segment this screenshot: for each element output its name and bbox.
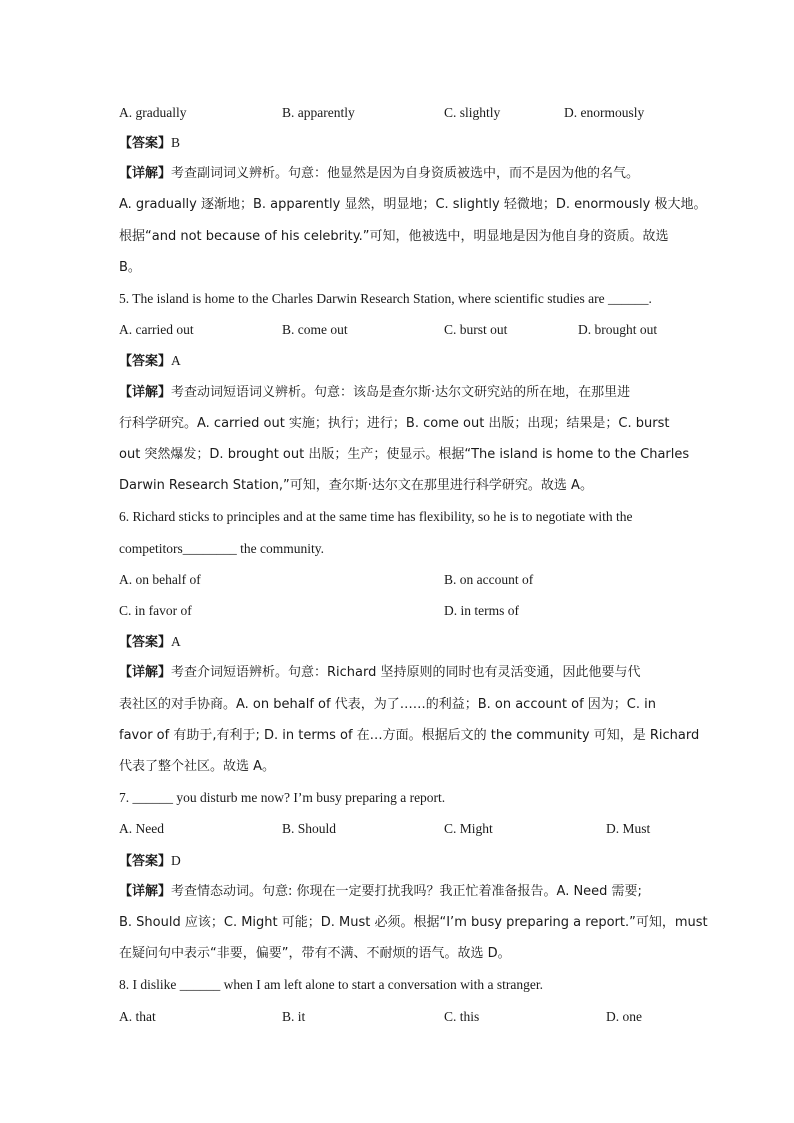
q7-stem: 7. ______ you disturb me now? I’m busy preparing a report. (119, 790, 446, 805)
q6-stem-line-2: competitors________ the community. (119, 541, 324, 556)
q6-option-c: C. in favor of (119, 603, 192, 618)
answer-tag: 【答案】 (119, 635, 172, 650)
answer-tag: 【答案】 (119, 854, 172, 869)
q8-option-b: B. it (282, 1009, 306, 1024)
q8-option-c: C. this (444, 1009, 480, 1024)
q7-answer (119, 852, 679, 871)
q6-stem-line-1: 6. Richard sticks to principles and at the same time has flexibility, so he is to negotiate with the (119, 509, 633, 524)
q6-option-a: A. on behalf of (119, 572, 201, 587)
answer-letter: A (171, 634, 181, 649)
detail-tag: 【详解】 (119, 385, 172, 400)
q6-detail-line-1: 【详解】考查介词短语辨析。句意：Richard 坚持原则的同时也有灵活变通，因此他要与代 (119, 665, 641, 680)
q8-option-a: A. that (119, 1009, 156, 1024)
q4-detail-line-4: B。 (119, 260, 141, 275)
q4-option-c: C. slightly (444, 105, 501, 120)
q6-detail-line-4: 代表了整个社区。故选 A。 (119, 759, 276, 774)
q4-option-a: A. gradually (119, 105, 187, 120)
answer-tag: 【答案】 (119, 136, 172, 151)
answer-letter: A (171, 353, 181, 368)
q5-detail-line-2: 行科学研究。A. carried out 实施；执行；进行；B. come out 出版；出现；结果是；C. burst (119, 416, 670, 431)
q5-detail-line-4: Darwin Research Station,”可知，查尔斯·达尔文在那里进行科学研究。故选 A。 (119, 478, 593, 493)
q4-detail-line-3: 根据“and not because of his celebrity.”可知，他被选中，明显地是因为他自身的资质。故选 (119, 229, 669, 244)
q7-detail-line-3: 在疑问句中表示“非要，偏要”，带有不满、不耐烦的语气。故选 D。 (119, 946, 511, 961)
answer-letter: B (171, 135, 181, 150)
q5-detail-line-1: 【详解】考查动词短语词义辨析。句意：该岛是查尔斯·达尔文研究站的所在地，在那里进 (119, 385, 631, 400)
q5-option-a: A. carried out (119, 322, 194, 337)
q5-detail-line-3: out 突然爆发；D. brought out 出版；生产；使显示。根据“The island is home to the Charles (119, 447, 690, 462)
q7-detail-line-1: 【详解】考查情态动词。句意: 你现在一定要打扰我吗？我正忙着准备报告。A. Need 需要; (119, 884, 642, 899)
q7-option-a: A. Need (119, 821, 164, 836)
answer-tag: 【答案】 (119, 354, 172, 369)
q7-option-d: D. Must (606, 821, 651, 836)
q5-option-b: B. come out (282, 322, 348, 337)
detail-tag: 【详解】 (119, 166, 172, 181)
q8-option-d: D. one (606, 1009, 642, 1024)
q4-detail-line-1: 【详解】考查副词词义辨析。句意：他显然是因为自身资质被选中，而不是因为他的名气。 (119, 166, 640, 181)
q4-option-b: B. apparently (282, 105, 355, 120)
q5-option-c: C. burst out (444, 322, 508, 337)
q6-answer (119, 633, 679, 652)
q4-option-d: D. enormously (564, 105, 645, 120)
q8-stem: 8. I dislike ______ when I am left alone to start a conversation with a stranger. (119, 977, 544, 992)
q4-detail-line-2: A. gradually 逐渐地；B. apparently 显然，明显地；C. slightly 轻微地；D. enormously 极大地。 (119, 197, 707, 212)
q6-detail-line-3: favor of 有助于,有利于; D. in terms of 在…方面。根据后文的 the community 可知，是 Richard (119, 728, 700, 743)
q5-option-d: D. brought out (578, 322, 658, 337)
q6-option-d: D. in terms of (444, 603, 519, 618)
q5-stem: 5. The island is home to the Charles Darwin Research Station, where scientific studies are ______. (119, 291, 652, 306)
q5-answer (119, 352, 679, 371)
q6-detail-line-2: 表社区的对手协商。A. on behalf of 代表，为了……的利益；B. on account of 因为；C. in (119, 697, 656, 712)
q4-answer (119, 134, 679, 153)
q7-option-c: C. Might (444, 821, 493, 836)
detail-tag: 【详解】 (119, 884, 172, 899)
detail-tag: 【详解】 (119, 665, 172, 680)
q6-option-b: B. on account of (444, 572, 534, 587)
answer-letter: D (171, 853, 181, 868)
q7-option-b: B. Should (282, 821, 337, 836)
q7-detail-line-2: B. Should 应该；C. Might 可能；D. Must 必须。根据“I’m busy preparing a report.”可知，must (119, 915, 708, 930)
